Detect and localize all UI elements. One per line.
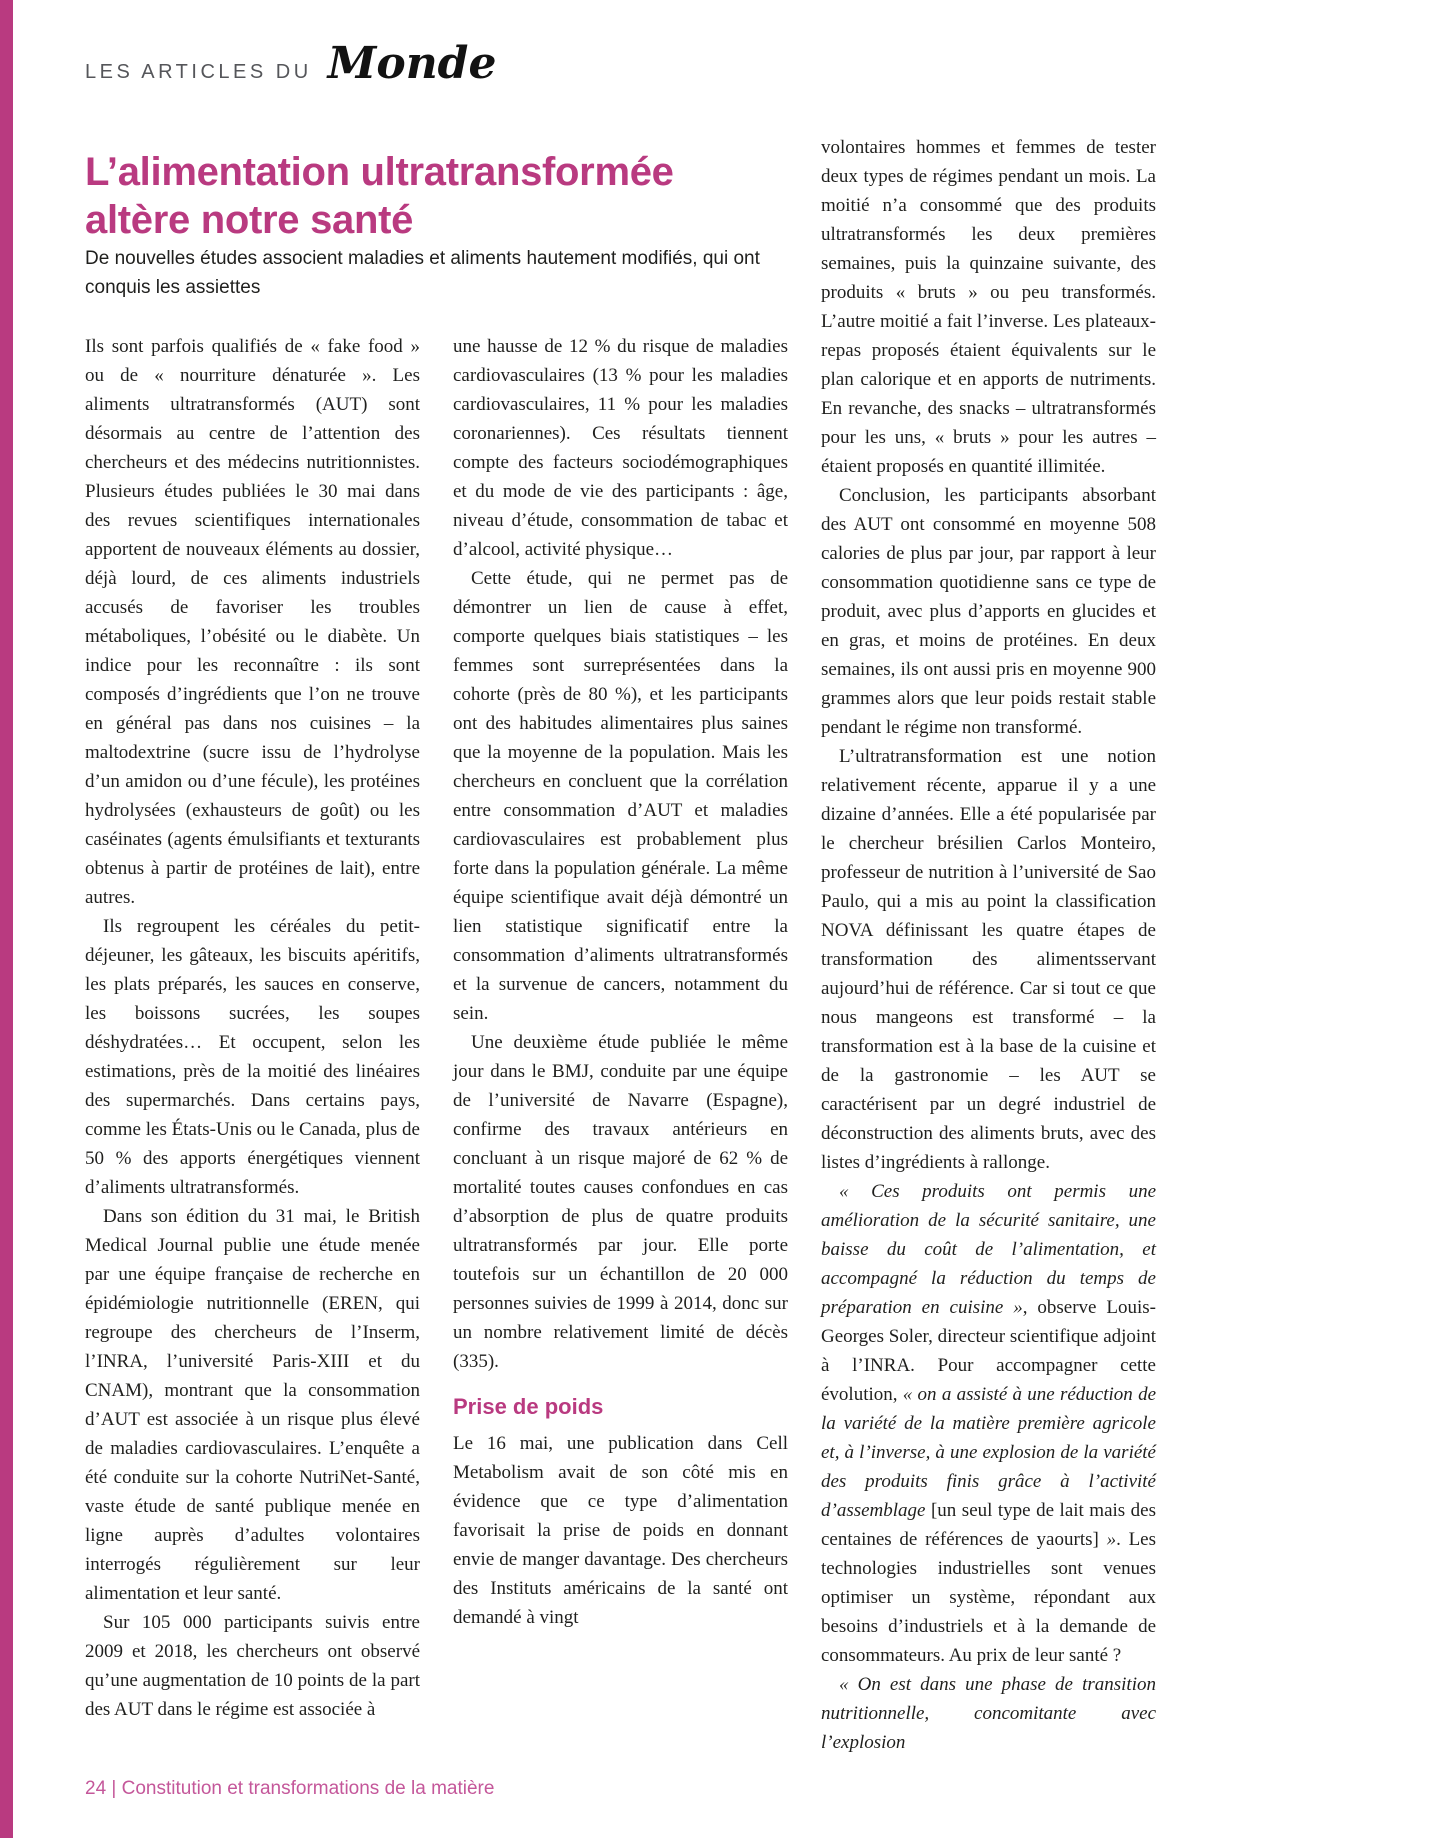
- text-column-3: [821, 133, 1156, 1757]
- left-accent-bar: [0, 0, 13, 1838]
- paragraph: Le 16 mai, une publication dans Cell Metabolism avait de son côté mis en évidence que ce type d’alimentation favorisait la prise de poids en donnant envie de manger davantage. Des chercheurs des Instituts américains de la santé ont demandé à vingt: [453, 1433, 788, 1628]
- footer-text: 24 | Constitution et transformations de la matière: [85, 1778, 495, 1799]
- paragraph-quote: « On est dans une phase de transition nutritionnelle, concomitante avec l’explosion: [821, 1674, 1156, 1753]
- page-footer: [85, 1778, 494, 1800]
- paragraph: L’ultratransformation est une notion relativement récente, apparue il y a une dizaine d’années. Elle a été popularisée par le chercheur brésilien Carlos Monteiro, professeur de nutrition à l’université de Sao Paulo, qui a mis au point la classification NOVA définissant les quatre étapes de transformation des alimentsservant aujourd’hui de référence. Car si tout ce que nous mangeons est transformé – la transformation est à la base de la cuisine et de la gastronomie – les AUT se caractérisent par un degré industriel de déconstruction des aliments bruts, avec des listes d’ingrédients à rallonge.: [821, 746, 1156, 1173]
- paragraph: Dans son édition du 31 mai, le British Medical Journal publie une étude menée par une équipe française de recherche en épidémiologie nutritionnelle (EREN, qui regroupe des chercheurs de l’Inserm, l’INRA, l’université Paris-XIII et du CNAM), montrant que la consommation d’AUT est associée à un risque plus élevé de maladies cardiovasculaires. L’enquête a été conduite sur la cohorte NutriNet-Santé, vaste étude de santé publique menée en ligne auprès d’adultes volontaires interrogés régulièrement sur leur alimentation et leur santé.: [85, 1206, 420, 1604]
- kicker-text: LES ARTICLES DU: [85, 61, 312, 83]
- le-monde-logo: Monde: [327, 38, 497, 89]
- paragraph: Ils sont parfois qualifiés de « fake food » ou de « nourriture dénaturée ». Les aliments ultratransformés (AUT) sont désormais au centre de l’attention des chercheurs et des médecins nutritionnistes. Plusieurs études publiées le 30 mai dans des revues scientifiques internationales apportent de nouveaux éléments au dossier, déjà lourd, de ces aliments industriels accusés de favoriser les troubles métaboliques, l’obésité ou le diabète. Un indice pour les reconnaître : ils sont composés d’ingrédients que l’on ne trouve en général pas dans nos cuisines – la maltodextrine (sucre issu de l’hydrolyse d’un amidon ou d’une fécule), les protéines hydrolysées (exhausteurs de goût) ou les caséinates (agents émulsifiants et texturants obtenus à partir de protéines de lait), entre autres.: [85, 336, 420, 908]
- text-column-2: [453, 332, 788, 1724]
- paragraph-quote: « Ces produits ont permis une amélioration de la sécurité sanitaire, une baisse du coût de l’alimentation, et accompagné la réduction du temps de préparation en cuisine », observe Louis-Georges Soler, directeur scientifique adjoint à l’INRA. Pour accompagner cette évolution, « on a assisté à une réduction de la variété de la matière première agricole et, à l’inverse, à une explosion de la variété des produits finis grâce à l’activité d’assemblage [un seul type de lait mais des centaines de références de yaourts] ». Les technologies industrielles sont venues optimiser un système, répondant aux besoins d’industriels et à la demande de consommateurs. Au prix de leur santé ?: [821, 1181, 1157, 1666]
- paragraph: volontaires hommes et femmes de tester deux types de régimes pendant un mois. La moitié n’a consommé que des produits ultratransformés les deux premières semaines, puis la quinzaine suivante, des produits « bruts » ou peu transformés. L’autre moitié a fait l’inverse. Les plateaux-repas proposés étaient équivalents sur le plan calorique et en apports de nutriments. En revanche, des snacks – ultratransformés pour les uns, « bruts » pour les autres – étaient proposés en quantité illimitée.: [821, 137, 1156, 477]
- article-title: L’alimentation ultratransformée altère notre santé: [85, 150, 674, 242]
- two-column-text-block: [85, 332, 788, 1724]
- section-heading: Prise de poids: [453, 1394, 604, 1419]
- title-and-columns-zone: [85, 148, 788, 1724]
- article-subtitle: De nouvelles études associent maladies et aliments hautement modifiés, qui ont conquis les assiettes: [85, 248, 760, 298]
- text-column-1: [85, 332, 420, 1724]
- paragraph: Ils regroupent les céréales du petit-déjeuner, les gâteaux, les biscuits apéritifs, les plats préparés, les sauces en conserve, les boissons sucrées, les soupes déshydratées… Et occupent, selon les estimations, près de la moitié des linéaires des supermarchés. Dans certains pays, comme les États-Unis ou le Canada, plus de 50 % des apports énergétiques viennent d’aliments ultratransformés.: [85, 916, 420, 1198]
- paragraph: Cette étude, qui ne permet pas de démontrer un lien de cause à effet, comporte quelques biais statistiques – les femmes sont surreprésentées dans la cohorte (près de 80 %), et les participants ont des habitudes alimentaires plus saines que la moyenne de la population. Mais les chercheurs en concluent que la corrélation entre consommation d’AUT et maladies cardiovasculaires est probablement plus forte dans la population générale. La même équipe scientifique avait déjà démontré un lien statistique significatif entre la consommation d’aliments ultratransformés et la survenue de cancers, notamment du sein.: [453, 568, 788, 1024]
- paragraph: une hausse de 12 % du risque de maladies cardiovasculaires (13 % pour les maladies cardiovasculaires, 11 % pour les maladies coronariennes). Ces résultats tiennent compte des facteurs sociodémographiques et du mode de vie des participants : âge, niveau d’étude, consommation de tabac et d’alcool, activité physique…: [453, 336, 788, 560]
- paragraph: Conclusion, les participants absorbant des AUT ont consommé en moyenne 508 calories de plus par jour, par rapport à leur consommation quotidienne sans ce type de produit, avec plus d’apports en glucides et en gras, et moins de protéines. En deux semaines, ils ont aussi pris en moyenne 900 grammes alors que leur poids restait stable pendant le régime non transformé.: [821, 485, 1156, 738]
- paragraph: Une deuxième étude publiée le même jour dans le BMJ, conduite par une équipe de l’université de Navarre (Espagne), confirme des travaux antérieurs en concluant à un risque majoré de 62 % de mortalité toutes causes confondues en cas d’absorption de plus de quatre produits ultratransformés par jour. Elle porte toutefois sur un échantillon de 20 000 personnes suivies de 1999 à 2014, donc sur un nombre relativement limité de décès (335).: [453, 1032, 788, 1372]
- paragraph: Sur 105 000 participants suivis entre 2009 et 2018, les chercheurs ont observé qu’une augmentation de 10 points de la part des AUT dans le régime est associée à: [85, 1612, 420, 1720]
- masthead: [85, 38, 497, 89]
